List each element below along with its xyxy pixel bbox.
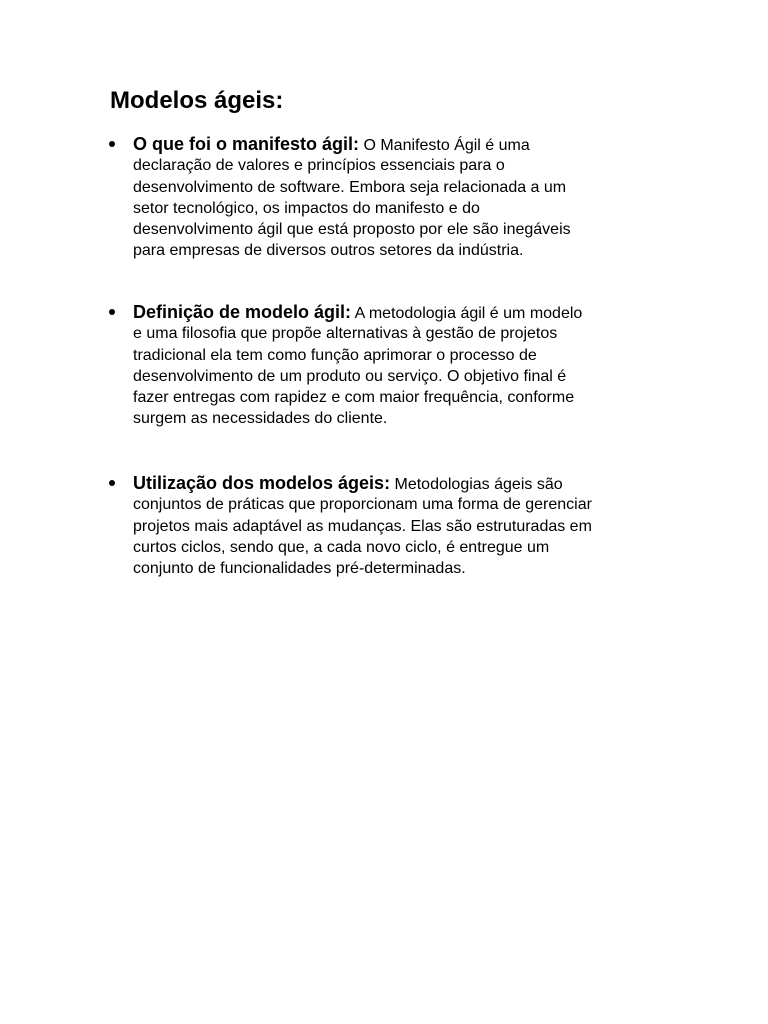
item-text-line: declaração de valores e princípios essenciais para o <box>133 157 505 175</box>
item-text-line: setor tecnológico, os impactos do manifesto e do <box>133 199 480 217</box>
item-text-line: conjunto de funcionalidades pré-determinadas. <box>133 560 466 578</box>
bullet-icon <box>109 141 115 147</box>
bullet-icon <box>109 309 115 315</box>
item-lead: Utilização dos modelos ágeis: <box>133 473 391 493</box>
item-lead: O que foi o manifesto ágil: <box>133 134 360 154</box>
item-text-line: projetos mais adaptável as mudanças. Elas são estruturadas em <box>133 517 592 535</box>
list-item <box>133 302 663 430</box>
item-first-line <box>133 302 663 323</box>
item-text-line: desenvolvimento ágil que está proposto por ele são inegáveis <box>133 221 571 239</box>
item-text-line: fazer entregas com rapidez e com maior frequência, conforme <box>133 389 575 407</box>
item-text: O Manifesto Ágil é uma <box>359 137 530 154</box>
item-text: A metodologia ágil é um modelo <box>351 305 583 322</box>
item-text-line: surgem as necessidades do cliente. <box>133 410 388 428</box>
list-item <box>133 473 663 579</box>
item-first-line <box>133 134 663 155</box>
item-lead: Definição de modelo ágil: <box>133 302 352 322</box>
item-first-line <box>133 473 663 494</box>
item-text-line: para empresas de diversos outros setores da indústria. <box>133 242 524 260</box>
list-item <box>133 134 663 262</box>
item-text: Metodologias ágeis são <box>390 476 563 493</box>
bullet-icon <box>109 480 115 486</box>
page-title: Modelos ágeis: <box>110 87 284 114</box>
item-text-line: tradicional ela tem como função aprimorar o processo de <box>133 346 537 364</box>
item-text-line: curtos ciclos, sendo que, a cada novo ciclo, é entregue um <box>133 538 550 556</box>
item-text-line: desenvolvimento de software. Embora seja relacionada a um <box>133 178 567 196</box>
item-text-line: desenvolvimento de um produto ou serviço. O objetivo final é <box>133 367 567 385</box>
item-text-line: e uma filosofia que propõe alternativas à gestão de projetos <box>133 325 558 343</box>
item-text-line: conjuntos de práticas que proporcionam uma forma de gerenciar <box>133 496 592 514</box>
